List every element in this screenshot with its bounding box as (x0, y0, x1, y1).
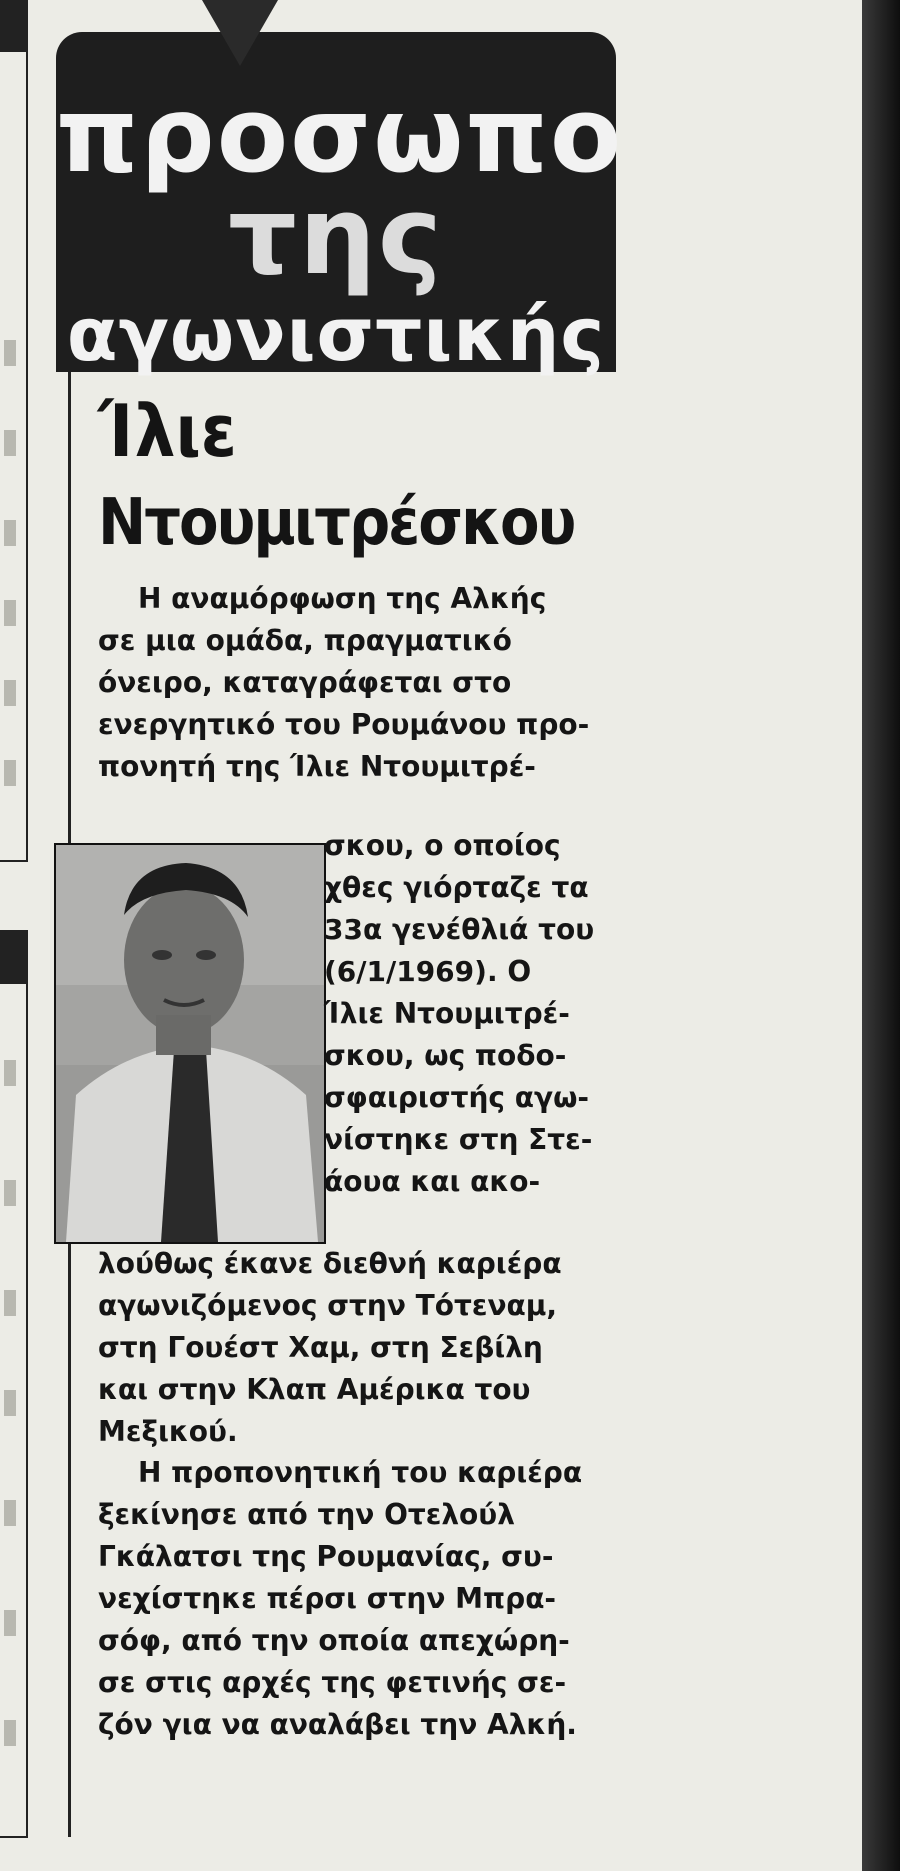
body-line: Ίλιε Ντουμιτρέ- (324, 997, 570, 1030)
left-column-fragment (4, 520, 16, 546)
body-line: Η αναμόρφωση της Αλκής (138, 582, 547, 615)
body-line: σκου, ως ποδο- (324, 1039, 567, 1072)
left-column-fragment (4, 1610, 16, 1636)
article-paragraph-2 (98, 1452, 654, 1746)
body-line: νίστηκε στη Στε- (324, 1123, 593, 1156)
left-column-fragment (4, 1060, 16, 1086)
header-line-2: της (228, 174, 444, 299)
article-paragraph-1-end (98, 1243, 654, 1453)
body-line: στη Γουέστ Χαμ, στη Σεβίλη (98, 1331, 543, 1364)
left-column-fragment (4, 1180, 16, 1206)
body-line: πονητή της Ίλιε Ντουμιτρέ- (98, 750, 536, 783)
left-column-fragment (4, 680, 16, 706)
article-paragraph-1-wrap (324, 825, 654, 1203)
left-column-fragment (4, 1720, 16, 1746)
body-line: λούθως έκανε διεθνή καριέρα (98, 1247, 562, 1280)
body-line: σκου, ο οποίος (324, 829, 561, 862)
left-column-fragment (4, 760, 16, 786)
body-line: ενεργητικό του Ρουμάνου προ- (98, 708, 590, 741)
body-line: 33α γενέθλιά του (324, 913, 595, 946)
body-line: σε στις αρχές της φετινής σε- (98, 1666, 567, 1699)
body-line: Η προπονητική του καριέρα (138, 1456, 583, 1489)
person-first-name: Ίλιε (98, 389, 237, 473)
article-paragraph-1 (98, 578, 654, 788)
left-column-fragment (4, 1500, 16, 1526)
portrait-photo (54, 843, 326, 1244)
left-column-fragment (4, 600, 16, 626)
body-line: σε μια ομάδα, πραγματικό (98, 624, 512, 657)
header-line-1: πρoσωπo (56, 74, 624, 196)
body-line: και στην Κλαπ Αμέρικα του (98, 1373, 531, 1406)
page-edge-shadow (862, 0, 900, 1871)
body-line: ζόν για να αναλάβει την Αλκή. (98, 1708, 577, 1741)
body-line: άουα και ακο- (324, 1165, 541, 1198)
portrait-image (56, 845, 324, 1242)
body-line: χθες γιόρταζε τα (324, 871, 589, 904)
body-line: (6/1/1969). Ο (324, 955, 532, 988)
body-line: αγωνιζόμενος στην Τότεναμ, (98, 1289, 558, 1322)
column-header (56, 32, 624, 378)
body-line: Γκάλατσι της Ρουμανίας, συ- (98, 1540, 554, 1573)
person-last-name: Ντουμιτρέσκου (98, 486, 575, 560)
body-line: ξεκίνησε από την Οτελούλ (98, 1498, 515, 1531)
left-column-block (0, 0, 26, 52)
body-line: νεχίστηκε πέρσι στην Μπρα- (98, 1582, 557, 1615)
left-column-fragment (4, 1290, 16, 1316)
left-column-fragment (4, 430, 16, 456)
left-column-fragment (4, 340, 16, 366)
header-line-3: αγωνιστικής (66, 292, 606, 378)
down-arrow-icon (202, 0, 278, 66)
body-line: όνειρο, καταγράφεται στο (98, 666, 512, 699)
body-line: Μεξικού. (98, 1415, 238, 1448)
body-line: σφαιριστής αγω- (324, 1081, 590, 1114)
left-column-fragment (4, 1390, 16, 1416)
body-line: σόφ, από την οποία απεχώρη- (98, 1624, 570, 1657)
